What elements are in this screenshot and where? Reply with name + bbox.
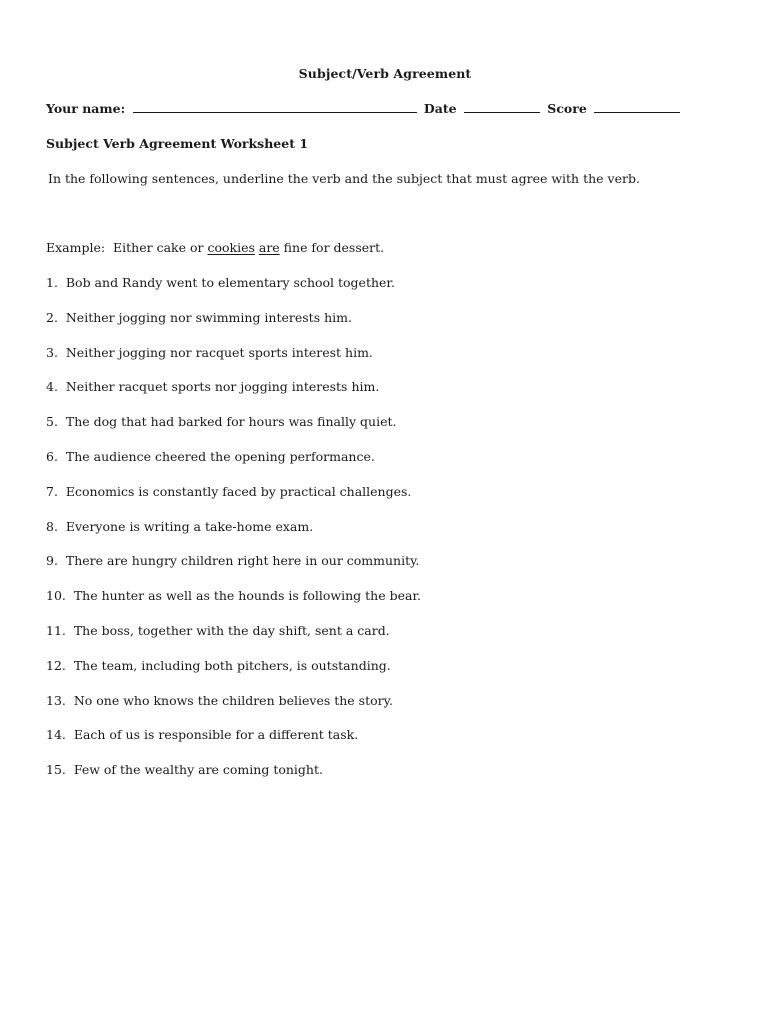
example-sentence [46,240,384,255]
date-blank[interactable] [464,101,540,113]
sentence-item: 15. Few of the wealthy are coming tonight. [46,762,323,778]
instructions: In the following sentences, underline the verb and the subject that must agree with the verb. [48,171,640,186]
sentence-list [46,275,421,797]
score-blank[interactable] [594,101,680,113]
example-prefix: Example: Either cake or [46,240,208,255]
name-blank[interactable] [133,101,417,113]
sentence-item: 6. The audience cheered the opening performance. [46,448,375,464]
sentence-item: 10. The hunter as well as the hounds is following the bear. [46,588,422,604]
sentence-item: 8. Everyone is writing a take-home exam. [46,518,314,534]
worksheet-title: Subject Verb Agreement Worksheet 1 [46,136,309,151]
example-subject: cookies [207,240,255,255]
date-label: Date [423,101,457,116]
sentence-item: 3. Neither jogging nor racquet sports interest him. [46,344,373,360]
sentence-item: 4. Neither racquet sports nor jogging interests him. [46,379,380,395]
example-suffix: fine for dessert. [279,240,385,255]
sentence-item: 2. Neither jogging nor swimming interests him. [46,309,352,325]
sentence-item: 12. The team, including both pitchers, is outstanding. [46,657,391,673]
example-verb: are [258,240,280,255]
sentence-item: 9. There are hungry children right here in our community. [46,553,420,569]
header-fields [46,101,683,116]
sentence-item: 11. The boss, together with the day shift, sent a card. [46,622,390,638]
sentence-item: 13. No one who knows the children believes the story. [46,692,393,708]
sentence-item: 7. Economics is constantly faced by practical challenges. [46,483,412,499]
score-label: Score [547,101,587,116]
sentence-item: 5. The dog that had barked for hours was finally quiet. [46,414,397,430]
sentence-item: 1. Bob and Randy went to elementary school together. [46,275,396,290]
sentence-item: 14. Each of us is responsible for a different task. [46,727,359,743]
page-title: Subject/Verb Agreement [298,66,472,81]
name-label: Your name: [46,101,126,116]
